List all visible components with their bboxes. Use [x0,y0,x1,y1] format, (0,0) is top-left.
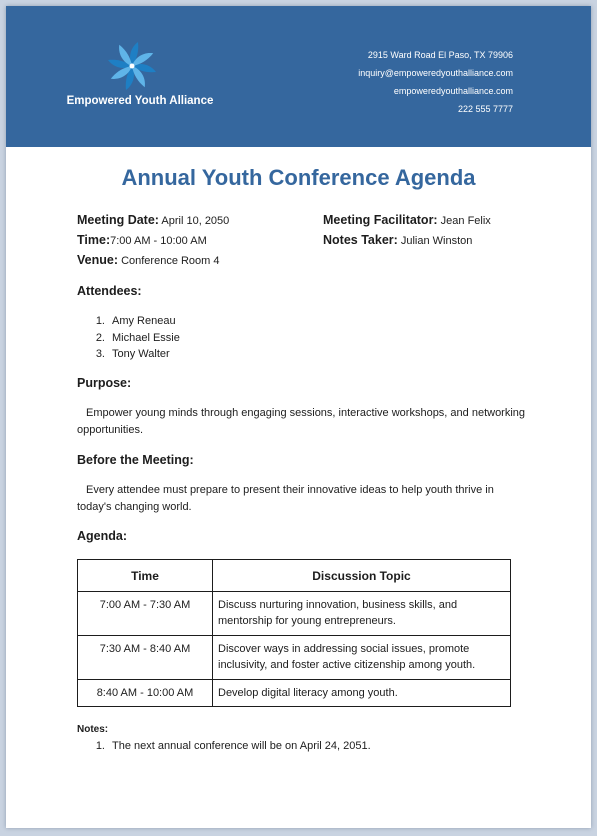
notes-taker-label: Notes Taker: [323,233,398,247]
notes-taker-row [323,231,491,251]
agenda-heading: Agenda: [77,529,127,543]
list-item: 3. Tony Walter [95,348,170,360]
list-item: 1. The next annual conference will be on April 24, 2051. [95,740,371,752]
venue-value: Conference Room 4 [121,255,220,267]
before-meeting-heading: Before the Meeting: [77,453,194,467]
address: 2915 Ward Road El Paso, TX 79906 [367,50,513,60]
list-item: 2. Michael Essie [95,331,180,344]
time-cell: 8:40 AM - 10:00 AM [78,680,213,707]
notes-heading: Notes: [77,724,109,735]
meeting-date-label: Meeting Date: [77,213,159,227]
agenda-table [77,559,511,707]
meeting-date-value: April 10, 2050 [161,215,230,227]
purpose-text: Empower young minds through engaging sessions, interactive workshops, and networking opportunities. [77,407,526,436]
time-value: 7:00 AM - 10:00 AM [110,235,207,247]
email-link[interactable]: inquiry@empoweredyouthalliance.com [358,68,513,78]
venue-row [77,251,229,271]
table-row [78,680,511,707]
time-label: Time: [77,233,111,247]
topic-cell: Develop digital literacy among youth. [213,680,511,707]
attendees-heading: Attendees: [77,284,142,298]
topic-cell: Discover ways in addressing social issues, promote inclusivity, and foster active citizenship among youth. [213,636,511,680]
org-name: Empowered Youth Alliance [66,95,214,107]
letterhead [6,6,591,147]
phone-number: 222 555 7777 [457,104,513,114]
meta-left [77,211,229,271]
before-meeting-text: Every attendee must prepare to present their innovative ideas to help youth thrive in today's changing world. [77,484,494,513]
table-header-row [78,560,511,592]
venue-label: Venue: [77,253,118,267]
column-header-topic: Discussion Topic [213,560,511,592]
meta-right [323,211,491,251]
table-row [78,592,511,636]
list-item: 1. Amy Reneau [95,315,176,327]
topic-cell: Discuss nurturing innovation, business skills, and mentorship for young entrepreneurs. [213,592,511,636]
meeting-date-row [77,211,229,231]
facilitator-value: Jean Felix [440,215,491,227]
contact-block [358,46,513,118]
notes-taker-value: Julian Winston [400,235,473,247]
pinwheel-logo-icon [104,38,160,94]
document-title: Annual Youth Conference Agenda [121,165,476,190]
time-cell: 7:00 AM - 7:30 AM [78,592,213,636]
time-row [77,231,229,251]
purpose-heading: Purpose: [77,376,132,390]
column-header-time: Time [78,560,213,592]
document-page [6,6,591,828]
time-cell: 7:30 AM - 8:40 AM [78,636,213,680]
notes-list [77,738,371,754]
facilitator-label: Meeting Facilitator: [323,213,438,227]
website-link[interactable]: empoweredyouthalliance.com [393,86,513,96]
table-row [78,636,511,680]
attendees-list [77,313,180,363]
facilitator-row [323,211,491,231]
